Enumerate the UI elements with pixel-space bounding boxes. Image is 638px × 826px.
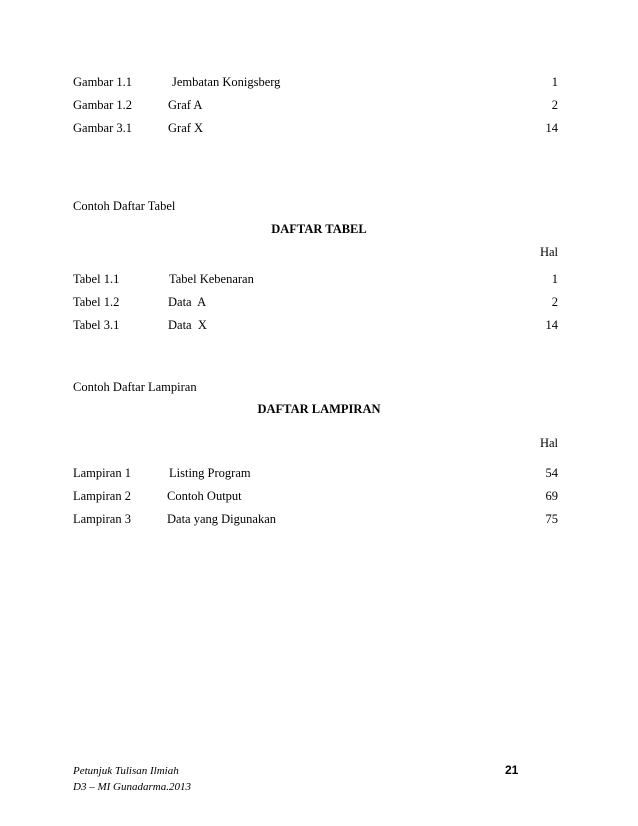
hal-label: Hal	[539, 436, 558, 450]
table-page: 1	[551, 272, 558, 286]
table-label: Tabel 1.1	[73, 272, 120, 286]
figure-label: Gambar 3.1	[73, 121, 133, 135]
table-label: Tabel 1.2	[73, 295, 120, 309]
section-heading: DAFTAR LAMPIRAN	[257, 402, 381, 416]
section-heading: DAFTAR TABEL	[271, 222, 367, 236]
figure-label: Gambar 1.2	[73, 98, 133, 112]
figure-label: Gambar 1.1	[73, 75, 133, 89]
table-label: Tabel 3.1	[73, 318, 120, 332]
page-number: 21	[505, 763, 519, 777]
table-title: Tabel Kebenaran	[169, 272, 254, 286]
appendix-label: Lampiran 1	[73, 466, 131, 480]
hal-label: Hal	[539, 245, 558, 259]
appendix-page: 54	[545, 466, 558, 480]
figure-title: Graf A	[168, 98, 203, 112]
figure-page: 1	[551, 75, 558, 89]
table-title: Data A	[168, 295, 207, 309]
figure-title: Graf X	[168, 121, 204, 135]
table-page: 14	[545, 318, 558, 332]
section-caption: Contoh Daftar Lampiran	[73, 380, 197, 394]
table-page: 2	[551, 295, 558, 309]
footer-line-2: D3 – MI Gunadarma.2013	[73, 781, 191, 793]
appendix-title: Contoh Output	[167, 489, 242, 503]
appendix-title: Data yang Digunakan	[167, 512, 276, 526]
appendix-page: 69	[545, 489, 558, 503]
appendix-label: Lampiran 3	[73, 512, 131, 526]
appendix-title: Listing Program	[169, 466, 251, 480]
appendix-label: Lampiran 2	[73, 489, 131, 503]
section-caption: Contoh Daftar Tabel	[73, 199, 176, 213]
footer-line-1: Petunjuk Tulisan Ilmiah	[73, 765, 179, 777]
figure-page: 2	[551, 98, 558, 112]
appendix-page: 75	[545, 512, 558, 526]
figure-page: 14	[545, 121, 558, 135]
figure-title: Jembatan Konigsberg	[172, 75, 281, 89]
table-title: Data X	[168, 318, 207, 332]
